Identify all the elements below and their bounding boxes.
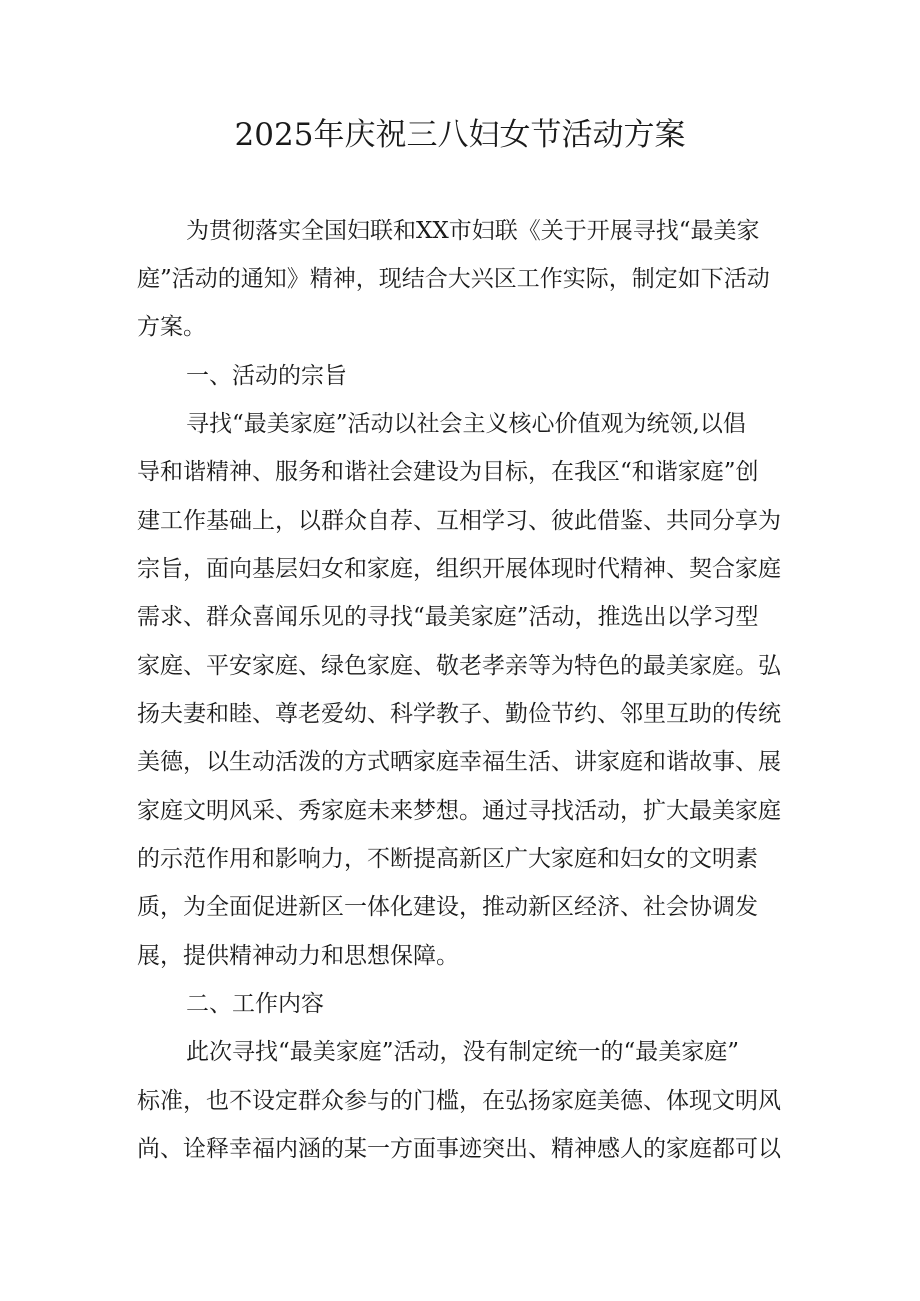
paragraph-line: 扬夫妻和睦、尊老爱幼、科学教子、勤俭节约、邻里互助的传统 [137, 701, 781, 727]
paragraph-line: 建工作基础上，以群众自荐、互相学习、彼此借鉴、共同分享为 [137, 508, 781, 534]
paragraph-line: 导和谐精神、服务和谐社会建设为目标，在我区“和谐家庭”创 [137, 459, 759, 485]
section-heading: 二、工作内容 [186, 991, 324, 1017]
paragraph-line: 寻找“最美家庭”活动以社会主义核心价值观为统领,以倡 [186, 411, 746, 437]
paragraph-line: 质，为全面促进新区一体化建设，推动新区经济、社会协调发 [137, 894, 758, 920]
paragraph-line: 标准，也不设定群众参与的门槛，在弘扬家庭美德、体现文明风 [137, 1088, 781, 1114]
paragraph-line: 展，提供精神动力和思想保障。 [137, 943, 459, 969]
paragraph-line: 家庭文明风采、秀家庭未来梦想。通过寻找活动，扩大最美家庭 [137, 798, 781, 824]
paragraph-line: 尚、诠释幸福内涵的某一方面事迹突出、精神感人的家庭都可以 [137, 1136, 781, 1162]
paragraph-line: 的示范作用和影响力，不断提高新区广大家庭和妇女的文明素 [137, 846, 758, 872]
paragraph-line: 方案。 [137, 314, 206, 340]
paragraph-line: 庭”活动的通知》精神，现结合大兴区工作实际，制定如下活动 [137, 266, 770, 292]
section-heading: 一、活动的宗旨 [186, 363, 347, 389]
paragraph-line: 此次寻找“最美家庭”活动，没有制定统一的“最美家庭” [186, 1039, 740, 1065]
paragraph-line: 家庭、平安家庭、绿色家庭、敬老孝亲等为特色的最美家庭。弘 [137, 653, 781, 679]
paragraph-line: 为贯彻落实全国妇联和XX市妇联《关于开展寻找“最美家 [186, 218, 760, 244]
document-title: 2025年庆祝三八妇女节活动方案 [234, 117, 686, 153]
paragraph-line: 美德，以生动活泼的方式晒家庭幸福生活、讲家庭和谐故事、展 [137, 749, 781, 775]
paragraph-line: 宗旨，面向基层妇女和家庭，组织开展体现时代精神、契合家庭 [137, 556, 781, 582]
paragraph-line: 需求、群众喜闻乐见的寻找“最美家庭”活动，推选出以学习型 [137, 604, 759, 630]
